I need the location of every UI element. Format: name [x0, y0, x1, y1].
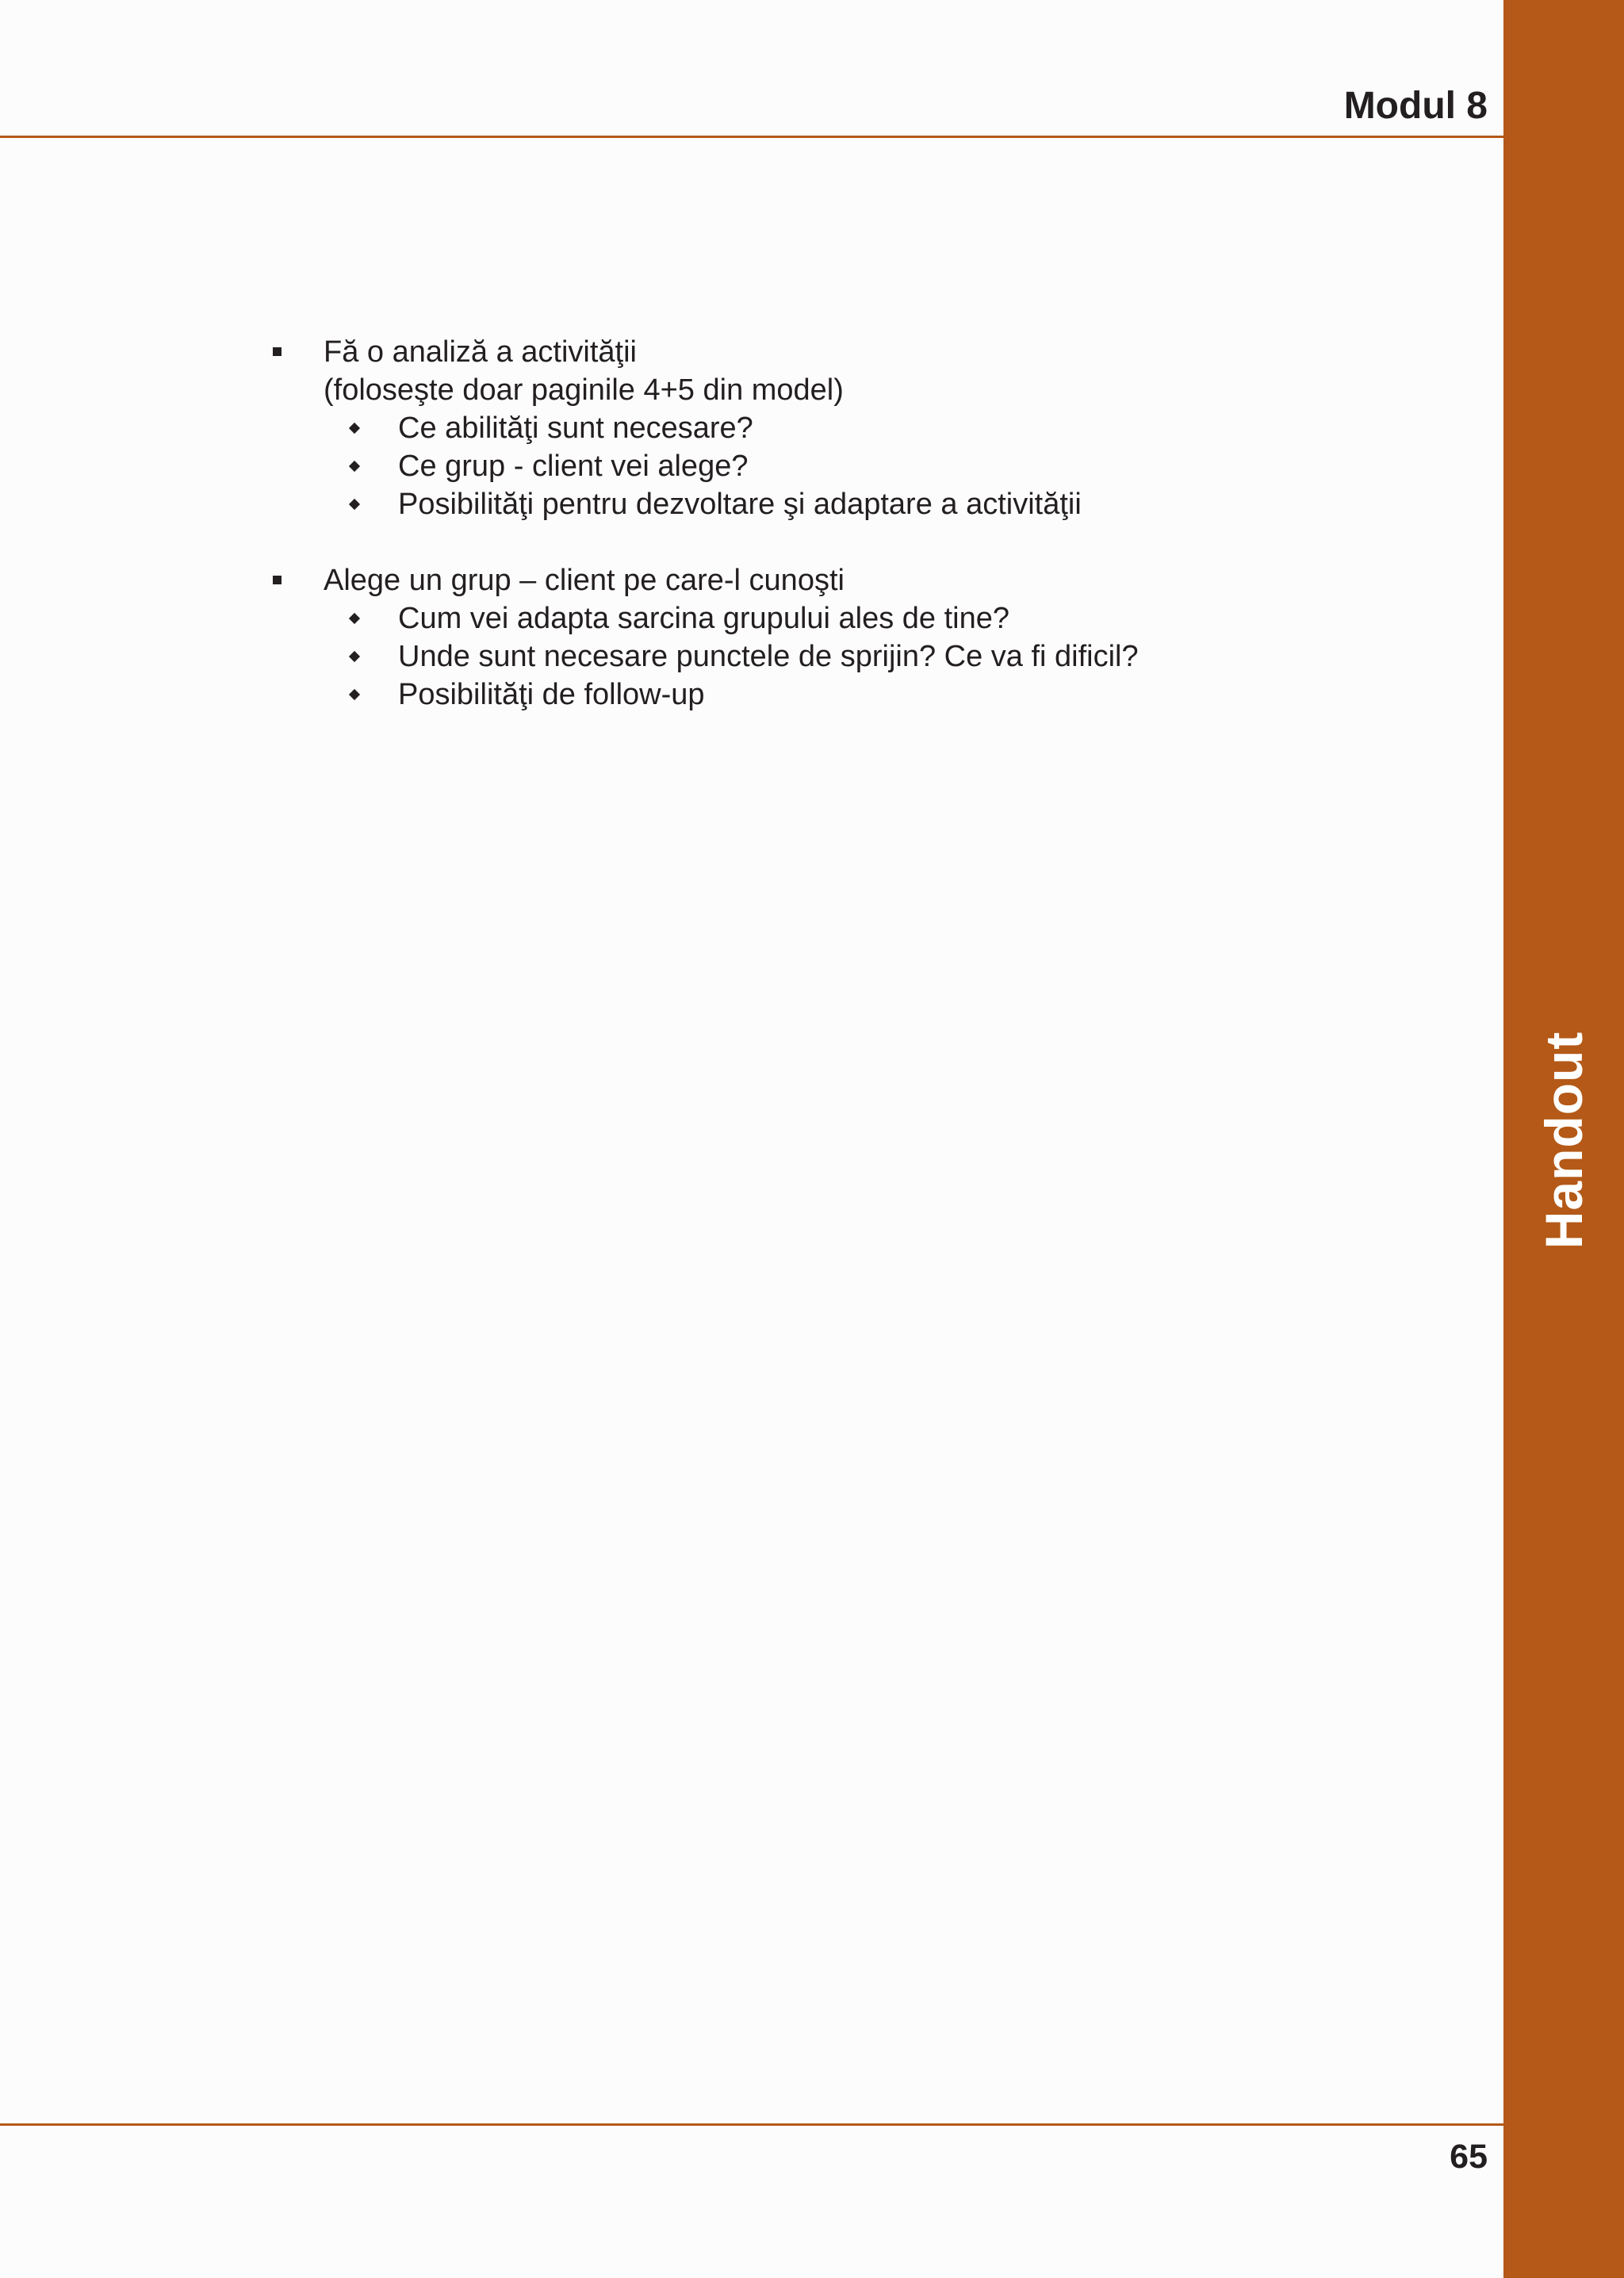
diamond-bullet-icon [349, 423, 360, 434]
sub-item-text: Ce grup - client vei alege? [398, 450, 749, 483]
sub-item-text: Ce abilităţi sunt necesare? [398, 412, 753, 445]
diamond-bullet-icon [349, 461, 360, 472]
list-item-note [270, 371, 1459, 409]
section-client-group [270, 561, 1459, 714]
section-title: Fă o analiză a activităţii [324, 335, 637, 369]
diamond-bullet-icon [349, 651, 360, 662]
sidebar-label: Handout [1534, 1031, 1593, 1250]
square-bullet-icon [273, 347, 282, 356]
footer-divider [0, 2123, 1503, 2126]
sub-item-text: Unde sunt necesare punctele de sprijin? Ce va fi dificil? [398, 640, 1139, 673]
page-title: Modul 8 [1343, 85, 1488, 127]
sub-list-item [270, 447, 1459, 485]
section-title: Alege un grup – client pe care-l cunoşti [324, 564, 845, 597]
square-bullet-icon [273, 576, 282, 584]
sub-list-item [270, 409, 1459, 447]
sub-item-text: Posibilităţi de follow-up [398, 678, 705, 711]
list-item [270, 561, 1459, 599]
diamond-bullet-icon [349, 499, 360, 510]
page-number: 65 [1450, 2138, 1488, 2176]
diamond-bullet-icon [349, 613, 360, 624]
list-item [270, 333, 1459, 371]
header-divider [0, 136, 1503, 138]
main-content [270, 333, 1459, 752]
diamond-bullet-icon [349, 689, 360, 700]
section-activity-analysis [270, 333, 1459, 523]
sub-list-item [270, 485, 1459, 523]
sub-list-item [270, 599, 1459, 637]
section-note: (foloseşte doar paginile 4+5 din model) [324, 373, 844, 407]
sub-list-item [270, 637, 1459, 676]
sub-list-item [270, 676, 1459, 714]
sub-item-text: Cum vei adapta sarcina grupului ales de tine? [398, 602, 1010, 635]
sub-item-text: Posibilităţi pentru dezvoltare şi adaptare a activităţii [398, 488, 1082, 521]
